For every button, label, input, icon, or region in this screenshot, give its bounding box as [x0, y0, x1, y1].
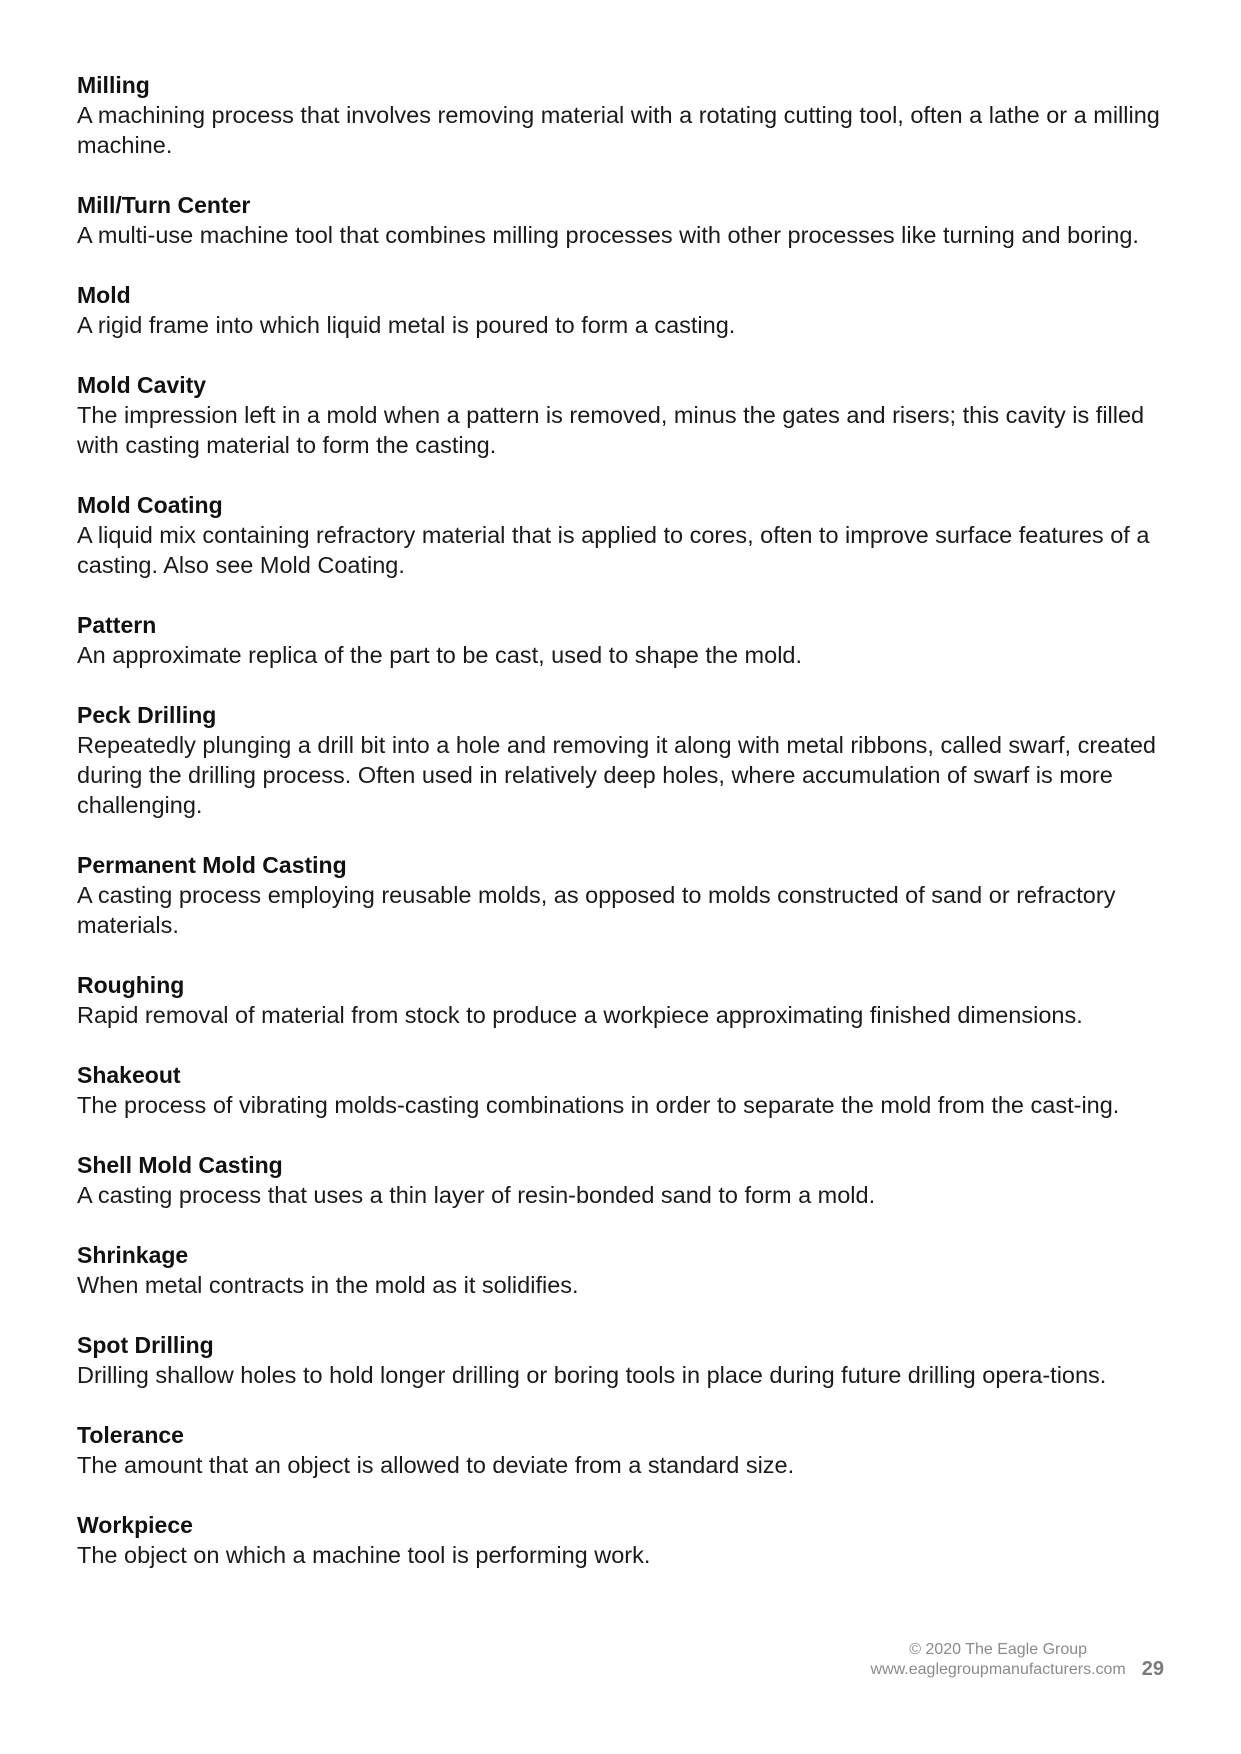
term-heading: Mold Cavity	[77, 372, 207, 398]
term-heading: Shrinkage	[77, 1242, 189, 1268]
glossary-entry-permanent-mold-casting	[77, 850, 1177, 940]
term-heading: Spot Drilling	[77, 1332, 214, 1358]
term-definition: When metal contracts in the mold as it solidifies.	[77, 1272, 579, 1298]
glossary-entry-mill-turn-center	[77, 190, 1177, 250]
term-heading: Pattern	[77, 612, 157, 638]
term-definition: Drilling shallow holes to hold longer drilling or boring tools in place during future drilling opera-tions.	[77, 1362, 1107, 1388]
footer-text	[871, 1640, 1126, 1680]
website-link[interactable]: www.eaglegroupmanufacturers.com	[870, 1661, 1126, 1678]
glossary-list	[77, 70, 1177, 1600]
glossary-entry-spot-drilling	[77, 1330, 1177, 1390]
page-number: 29	[1141, 1658, 1164, 1680]
glossary-entry-pattern	[77, 610, 1177, 670]
term-definition: A rigid frame into which liquid metal is poured to form a casting.	[77, 312, 736, 338]
glossary-entry-mold-coating	[77, 490, 1177, 580]
glossary-entry-shrinkage	[77, 1240, 1177, 1300]
glossary-entry-roughing	[77, 970, 1177, 1030]
term-heading: Roughing	[77, 972, 185, 998]
glossary-entry-mold	[77, 280, 1177, 340]
term-heading: Milling	[77, 72, 150, 98]
glossary-entry-workpiece	[77, 1510, 1177, 1570]
term-heading: Mold	[77, 282, 131, 308]
term-heading: Permanent Mold Casting	[77, 852, 347, 878]
term-heading: Shell Mold Casting	[77, 1152, 283, 1178]
term-definition: A multi-use machine tool that combines milling processes with other processes like turning and boring.	[77, 222, 1139, 248]
term-heading: Shakeout	[77, 1062, 181, 1088]
glossary-entry-peck-drilling	[77, 700, 1177, 820]
glossary-entry-tolerance	[77, 1420, 1177, 1480]
term-definition: A liquid mix containing refractory material that is applied to cores, often to improve surface features of a casting. Also see Mold Coating.	[77, 522, 1150, 578]
term-heading: Peck Drilling	[77, 702, 217, 728]
page-footer	[871, 1640, 1164, 1680]
term-definition: The amount that an object is allowed to deviate from a standard size.	[77, 1452, 795, 1478]
term-heading: Workpiece	[77, 1512, 193, 1538]
term-definition: An approximate replica of the part to be cast, used to shape the mold.	[77, 642, 803, 668]
term-heading: Mill/Turn Center	[77, 192, 251, 218]
glossary-entry-shakeout	[77, 1060, 1177, 1120]
term-definition: A machining process that involves removing material with a rotating cutting tool, often a lathe or a milling machine.	[77, 102, 1160, 158]
term-definition: The object on which a machine tool is performing work.	[77, 1542, 651, 1568]
term-definition: Rapid removal of material from stock to produce a workpiece approximating finished dimensions.	[77, 1002, 1083, 1028]
term-definition: Repeatedly plunging a drill bit into a hole and removing it along with metal ribbons, called swarf, created during the drilling process. Often used in relatively deep holes, where accumulation of swarf is more challenging.	[77, 732, 1157, 818]
glossary-entry-milling	[77, 70, 1177, 160]
term-definition: A casting process that uses a thin layer of resin-bonded sand to form a mold.	[77, 1182, 876, 1208]
glossary-entry-shell-mold-casting	[77, 1150, 1177, 1210]
glossary-entry-mold-cavity	[77, 370, 1177, 460]
term-definition: A casting process employing reusable molds, as opposed to molds constructed of sand or refractory materials.	[77, 882, 1116, 938]
term-definition: The impression left in a mold when a pattern is removed, minus the gates and risers; this cavity is filled with casting material to form the casting.	[77, 402, 1145, 458]
term-definition: The process of vibrating molds-casting combinations in order to separate the mold from the cast-ing.	[77, 1092, 1120, 1118]
copyright-notice: © 2020 The Eagle Group	[909, 1641, 1088, 1658]
term-heading: Mold Coating	[77, 492, 223, 518]
term-heading: Tolerance	[77, 1422, 184, 1448]
